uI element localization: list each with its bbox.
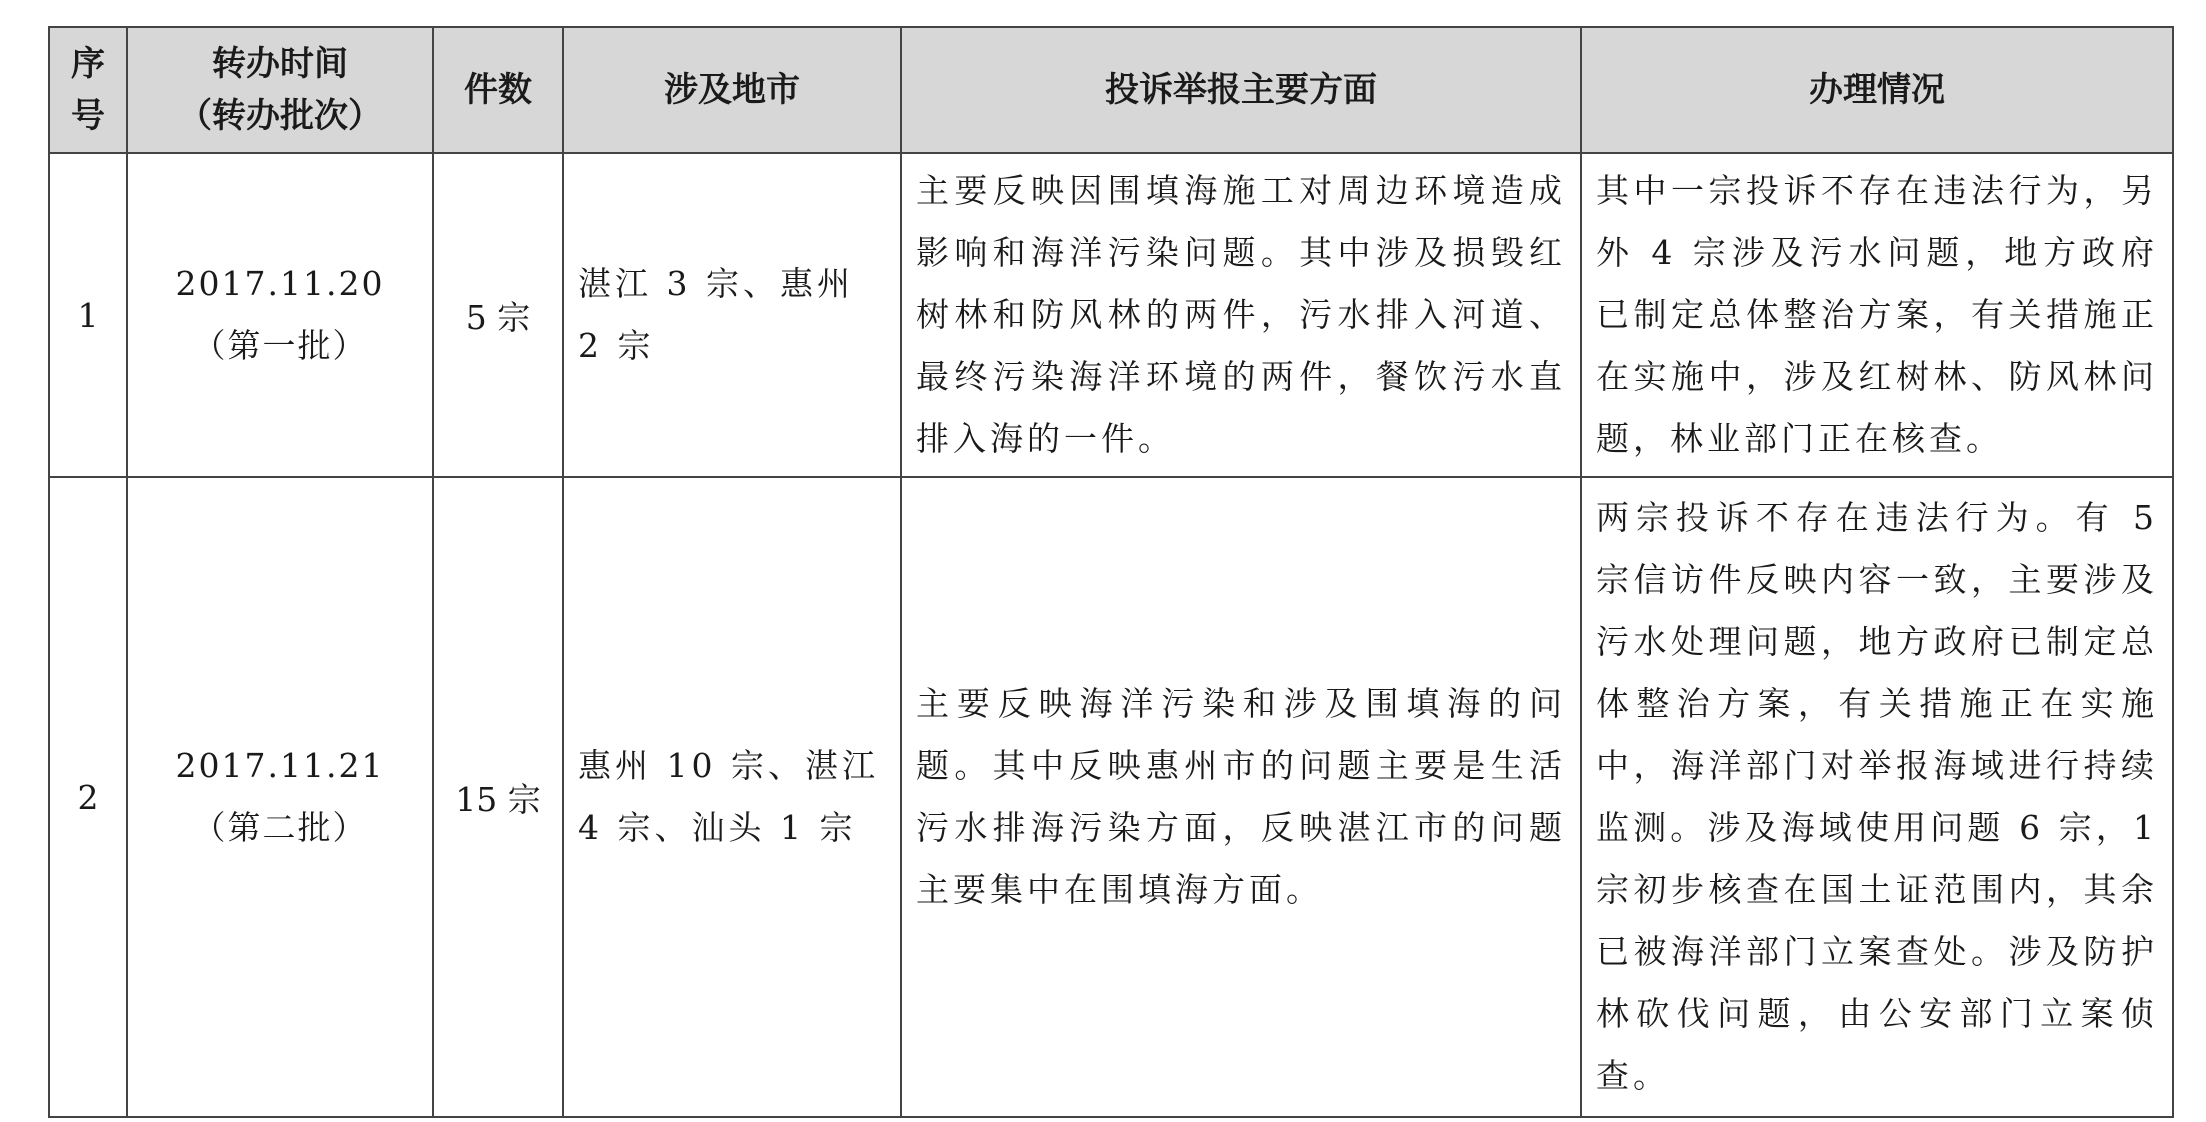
header-index-line1: 序 [71, 44, 105, 84]
header-count: 件数 [433, 27, 563, 153]
row-index: 2 [49, 477, 127, 1117]
header-transfer-time [127, 27, 433, 153]
row-handling: 其中一宗投诉不存在违法行为，另外 4 宗涉及污水问题，地方政府已制定总体整治方案，有关措施正在实施中，涉及红树林、防风林问题，林业部门正在核查。 [1581, 153, 2173, 477]
row-batch: （第一批） [192, 326, 368, 365]
table-row [49, 477, 2173, 1117]
complaint-table [48, 26, 2174, 1118]
row-count: 5 宗 [433, 153, 563, 477]
header-transfer-time-line2: （转办批次） [178, 96, 382, 136]
row-transfer-time [127, 153, 433, 477]
header-transfer-time-line1: 转办时间 [212, 44, 348, 84]
row-issues: 主要反映海洋污染和涉及围填海的问题。其中反映惠州市的问题主要是生活污水排海污染方面，反映湛江市的问题主要集中在围填海方面。 [901, 477, 1581, 1117]
table-row [49, 153, 2173, 477]
header-issues: 投诉举报主要方面 [901, 27, 1581, 153]
header-index-line2: 号 [71, 96, 105, 136]
row-date: 2017.11.21 [175, 746, 385, 785]
row-index: 1 [49, 153, 127, 477]
row-issues: 主要反映因围填海施工对周边环境造成影响和海洋污染问题。其中涉及损毁红树林和防风林的两件，污水排入河道、最终污染海洋环境的两件，餐饮污水直排入海的一件。 [901, 153, 1581, 477]
header-handling: 办理情况 [1581, 27, 2173, 153]
header-cities: 涉及地市 [563, 27, 901, 153]
row-cities: 惠州 10 宗、湛江 4 宗、汕头 1 宗 [563, 477, 901, 1117]
row-cities: 湛江 3 宗、惠州 2 宗 [563, 153, 901, 477]
complaint-table-container [48, 26, 2172, 1118]
row-transfer-time [127, 477, 433, 1117]
row-handling: 两宗投诉不存在违法行为。有 5 宗信访件反映内容一致，主要涉及污水处理问题，地方政府已制定总体整治方案，有关措施正在实施中，海洋部门对举报海域进行持续监测。涉及海域使用问题 6 宗，1 宗初步核查在国土证范围内，其余已被海洋部门立案查处。涉及防护林砍伐问题，由公安部门立案侦查。 [1581, 477, 2173, 1117]
table-header-row [49, 27, 2173, 153]
row-count: 15 宗 [433, 477, 563, 1117]
row-date: 2017.11.20 [175, 264, 385, 303]
row-batch: （第二批） [192, 808, 368, 847]
header-index [49, 27, 127, 153]
